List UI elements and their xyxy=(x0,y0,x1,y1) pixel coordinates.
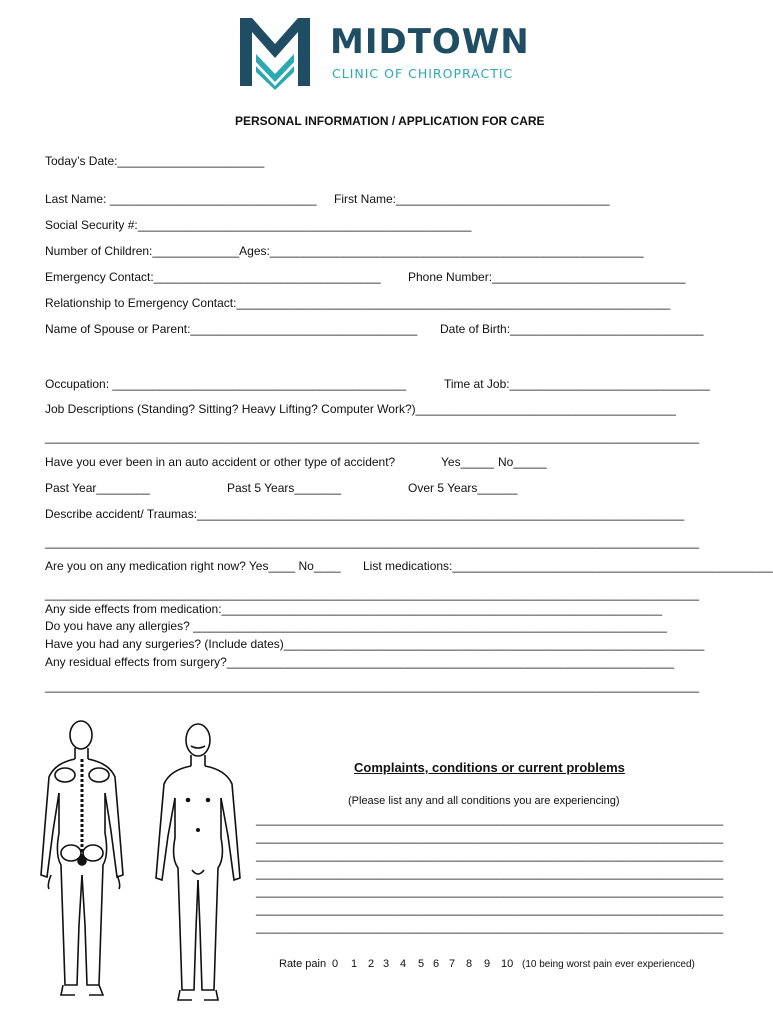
pain-value-8[interactable]: 8 xyxy=(466,958,473,970)
complaint-line-7[interactable]: ______________________________________________________________________ xyxy=(256,920,724,934)
todays-date-field[interactable]: Today’s Date:______________________ xyxy=(45,154,265,168)
logo-title: MIDTOWN xyxy=(330,22,530,62)
children-ages-field[interactable]: Number of Children:_____________Ages:________________________________________________________ xyxy=(45,244,644,258)
pain-value-4[interactable]: 4 xyxy=(400,958,407,970)
body-diagram-back[interactable] xyxy=(33,715,133,1000)
pain-value-7[interactable]: 7 xyxy=(449,958,456,970)
past-year-field[interactable]: Past Year________ xyxy=(45,481,150,495)
job-descriptions-line-2[interactable]: __________________________________________________________________________________________________ xyxy=(45,430,700,444)
pain-value-0[interactable]: 0 xyxy=(332,958,339,970)
accident-yes-field[interactable]: Yes_____ xyxy=(441,455,494,469)
pain-value-6[interactable]: 6 xyxy=(433,958,440,970)
form-title: PERSONAL INFORMATION / APPLICATION FOR CARE xyxy=(235,114,545,128)
pain-value-2[interactable]: 2 xyxy=(368,958,375,970)
over-5-years-field[interactable]: Over 5 Years______ xyxy=(408,481,518,495)
medication-question-field[interactable]: Are you on any medication right now? Yes____ No____ xyxy=(45,559,341,573)
side-effects-field[interactable]: Any side effects from medication:__________________________________________________________________ xyxy=(45,602,662,616)
pain-value-9[interactable]: 9 xyxy=(484,958,491,970)
first-name-field[interactable]: First Name:________________________________ xyxy=(334,192,610,206)
complaint-line-1[interactable]: ______________________________________________________________________ xyxy=(256,812,724,826)
last-name-field[interactable]: Last Name: _______________________________ xyxy=(45,192,317,206)
phone-number-field[interactable]: Phone Number:_____________________________ xyxy=(408,270,686,284)
complaint-line-5[interactable]: ______________________________________________________________________ xyxy=(256,884,724,898)
pain-value-5[interactable]: 5 xyxy=(418,958,425,970)
allergies-field[interactable]: Do you have any allergies? _______________________________________________________________________ xyxy=(45,619,667,633)
emergency-contact-field[interactable]: Emergency Contact:__________________________________ xyxy=(45,270,381,284)
job-descriptions-field[interactable]: Job Descriptions (Standing? Sitting? Heavy Lifting? Computer Work?)_______________________________________ xyxy=(45,402,676,416)
complaint-line-6[interactable]: ______________________________________________________________________ xyxy=(256,902,724,916)
clinic-logo xyxy=(236,14,536,90)
describe-accident-line-2[interactable]: __________________________________________________________________________________________________ xyxy=(45,535,700,549)
list-medications-field[interactable]: List medications:________________________________________________ xyxy=(363,559,773,573)
occupation-field[interactable]: Occupation: ____________________________________________ xyxy=(45,377,407,391)
past-5-years-field[interactable]: Past 5 Years_______ xyxy=(227,481,342,495)
surgeries-field[interactable]: Have you had any surgeries? (Include dates)_______________________________________________________________ xyxy=(45,637,705,651)
complaints-title: Complaints, conditions or current problems xyxy=(354,760,625,775)
residual-effects-field[interactable]: Any residual effects from surgery?___________________________________________________________________ xyxy=(45,655,675,669)
body-diagram-front[interactable] xyxy=(148,718,248,1003)
complaint-line-3[interactable]: ______________________________________________________________________ xyxy=(256,848,724,862)
accident-question: Have you ever been in an auto accident or other type of accident? xyxy=(45,455,396,469)
time-at-job-field[interactable]: Time at Job:______________________________ xyxy=(444,377,710,391)
pain-scale-note: (10 being worst pain ever experienced) xyxy=(522,959,695,970)
accident-no-field[interactable]: No_____ xyxy=(498,455,547,469)
complaint-line-4[interactable]: ______________________________________________________________________ xyxy=(256,866,724,880)
pain-value-3[interactable]: 3 xyxy=(383,958,390,970)
midtown-m-logo-icon xyxy=(236,14,314,90)
spouse-parent-field[interactable]: Name of Spouse or Parent:__________________________________ xyxy=(45,322,418,336)
complaints-subtitle: (Please list any and all conditions you are experiencing) xyxy=(348,795,620,807)
pain-value-1[interactable]: 1 xyxy=(351,958,358,970)
relationship-field[interactable]: Relationship to Emergency Contact:_________________________________________________________________ xyxy=(45,296,671,310)
residual-effects-line-2[interactable]: __________________________________________________________________________________________________ xyxy=(45,679,700,693)
ssn-field[interactable]: Social Security #:__________________________________________________ xyxy=(45,218,472,232)
pain-value-10[interactable]: 10 xyxy=(501,958,514,970)
pain-scale-label: Rate pain xyxy=(279,958,327,970)
complaint-line-2[interactable]: ______________________________________________________________________ xyxy=(256,830,724,844)
date-of-birth-field[interactable]: Date of Birth:_____________________________ xyxy=(440,322,704,336)
logo-subtitle: CLINIC OF CHIROPRACTIC xyxy=(332,66,514,81)
describe-accident-field[interactable]: Describe accident/ Traumas:_________________________________________________________________________ xyxy=(45,507,685,521)
medications-line-2[interactable]: __________________________________________________________________________________________________ xyxy=(45,587,700,601)
